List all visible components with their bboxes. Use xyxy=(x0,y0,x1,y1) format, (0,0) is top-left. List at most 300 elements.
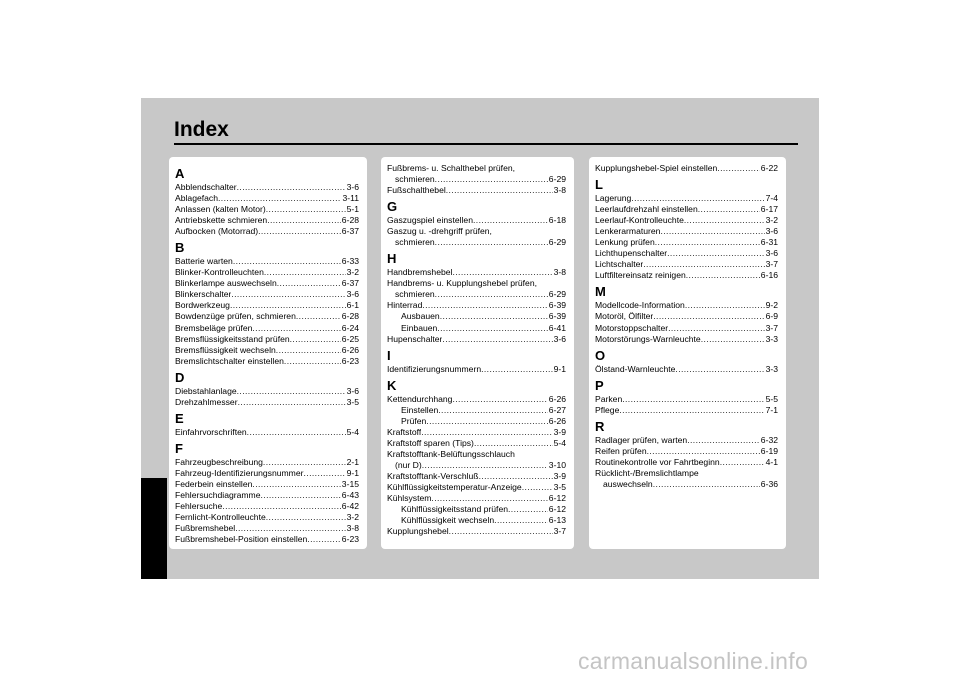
index-entry-label: Leerlaufdrehzahl einstellen xyxy=(595,204,698,215)
page-number: 6-39 xyxy=(548,311,566,322)
dot-leader xyxy=(440,311,548,322)
index-entry-label: Einstellen xyxy=(401,404,439,415)
index-entry-label: Kraftstoff xyxy=(387,426,422,437)
page-number: 6-29 xyxy=(548,237,566,248)
index-entry xyxy=(387,289,566,300)
page-number: 6-36 xyxy=(760,478,778,489)
index-entry xyxy=(387,300,566,311)
index-entry-label: Pflege xyxy=(595,404,620,415)
index-section xyxy=(175,370,359,408)
section-letter: L xyxy=(595,177,603,193)
index-entry xyxy=(175,501,359,512)
index-entry-label: Antriebskette schmieren xyxy=(175,215,268,226)
page-number: 6-19 xyxy=(760,445,778,456)
index-section xyxy=(595,177,778,281)
index-entry-label: Drehzahlmesser xyxy=(175,396,238,407)
index-entry xyxy=(387,405,566,416)
index-entry xyxy=(387,394,566,405)
index-entry xyxy=(175,300,359,311)
index-entry-label: Fehlersuchdiagramme xyxy=(175,489,261,500)
page-number: 6-28 xyxy=(341,215,359,226)
dot-leader xyxy=(296,311,341,322)
dot-leader xyxy=(222,501,341,512)
dot-leader xyxy=(238,397,346,408)
index-entry-continuation: schmieren xyxy=(395,289,435,300)
index-entry-label: Bremslichtschalter einstellen xyxy=(175,355,284,366)
index-section xyxy=(387,251,566,344)
index-entry-label: Kühlflüssigkeit wechseln xyxy=(401,515,495,526)
dot-leader xyxy=(277,278,341,289)
dot-leader xyxy=(452,394,547,405)
dot-leader xyxy=(720,457,765,468)
index-entry-label: Abblendschalter xyxy=(175,182,237,192)
dot-leader xyxy=(431,493,547,504)
dot-leader xyxy=(442,334,552,345)
index-entry-label: Motorstörungs-Warnleuchte xyxy=(595,333,701,344)
page-number: 3-7 xyxy=(765,322,778,333)
index-entry-label: Fußbrems- u. Schalthebel prüfen, xyxy=(387,163,516,173)
dot-leader xyxy=(266,204,346,215)
index-entry xyxy=(595,193,778,204)
dot-leader xyxy=(653,311,764,322)
index-entry xyxy=(387,311,566,322)
index-entry-label: Handbrems- u. Kupplungshebel prüfen, xyxy=(387,278,538,289)
index-entry xyxy=(175,468,359,479)
page-number: 9-1 xyxy=(346,467,359,478)
index-entry-label: Luftfiltereinsatz reinigen xyxy=(595,270,686,281)
dot-leader xyxy=(422,460,548,471)
section-letter: A xyxy=(175,166,185,181)
page-number: 6-41 xyxy=(548,322,566,333)
page-number: 6-29 xyxy=(548,174,566,185)
index-section xyxy=(387,378,566,538)
section-letter: D xyxy=(175,369,185,385)
page-number: 3-15 xyxy=(341,478,359,489)
page-number: 6-13 xyxy=(548,515,566,526)
dot-leader xyxy=(449,526,553,537)
index-section xyxy=(387,163,566,196)
index-section xyxy=(595,378,778,416)
page-number: 6-23 xyxy=(341,355,359,366)
dot-leader xyxy=(426,416,547,427)
index-entry-label: Gaszugspiel einstellen xyxy=(387,215,473,226)
index-entry-label: Fehlersuche xyxy=(175,501,223,512)
watermark: carmanualsonline.info xyxy=(578,648,809,674)
dot-leader xyxy=(660,226,764,237)
index-entry xyxy=(595,248,778,259)
index-entry xyxy=(387,438,566,449)
index-entry-label: Fahrzeugbeschreibung xyxy=(175,456,263,467)
index-entry xyxy=(175,345,359,356)
index-entry xyxy=(387,416,566,427)
dot-leader xyxy=(230,300,346,311)
section-letter: B xyxy=(175,240,185,256)
index-entry-label: Ölstand-Warnleuchte xyxy=(595,363,676,374)
index-entry xyxy=(175,457,359,468)
index-entry xyxy=(595,163,778,174)
dot-leader xyxy=(264,267,346,278)
index-entry-label: Federbein einstellen xyxy=(175,478,253,489)
dot-leader xyxy=(675,364,764,375)
index-entry-label: Gaszug u. -drehgriff prüfen, xyxy=(387,226,492,237)
index-entry-label: Kühlsystem xyxy=(387,493,432,504)
dot-leader xyxy=(266,512,346,523)
index-entry xyxy=(175,386,359,397)
dot-leader xyxy=(421,427,552,438)
index-entry-label: Ablagefach xyxy=(175,193,219,204)
page-number: 3-3 xyxy=(765,363,778,374)
page-number: 9-1 xyxy=(553,363,566,374)
dot-leader xyxy=(276,345,341,356)
index-entry xyxy=(175,204,359,215)
index-entry-label: Lenkung prüfen xyxy=(595,237,655,248)
page-number: 6-18 xyxy=(548,215,566,226)
page-number: 6-27 xyxy=(548,404,566,415)
index-entry xyxy=(595,446,778,457)
page-number: 3-2 xyxy=(765,215,778,226)
dot-leader xyxy=(435,237,548,248)
index-entry xyxy=(387,185,566,196)
dot-leader xyxy=(231,289,345,300)
dot-leader xyxy=(474,438,553,449)
section-letter: E xyxy=(175,410,184,426)
index-entry-label: Identifizierungsnummern xyxy=(387,363,482,374)
index-entry-label: Batterie warten xyxy=(175,256,233,267)
index-entry-label: Kühlflüssigkeitsstand prüfen xyxy=(401,504,509,515)
index-entry-label: Bremsflüssigkeitsstand prüfen xyxy=(175,333,290,344)
index-entry-label: Bremsbeläge prüfen xyxy=(175,322,253,333)
page-number: 9-2 xyxy=(765,300,778,311)
dot-leader xyxy=(685,300,765,311)
page-number: 3-5 xyxy=(346,396,359,407)
page-number: 3-3 xyxy=(765,333,778,344)
index-entry xyxy=(387,334,566,345)
index-entry xyxy=(387,482,566,493)
index-entry xyxy=(595,259,778,270)
page-number: 7-1 xyxy=(765,404,778,415)
dot-leader xyxy=(668,323,764,334)
page-number: 3-7 xyxy=(553,526,566,537)
dot-leader xyxy=(435,174,548,185)
index-entry xyxy=(595,479,778,490)
dot-leader xyxy=(684,215,765,226)
index-entry xyxy=(175,193,359,204)
dot-leader xyxy=(647,446,760,457)
index-section xyxy=(595,284,778,344)
dot-leader xyxy=(307,534,340,545)
section-letter: K xyxy=(387,377,397,393)
dot-leader xyxy=(653,479,760,490)
page-number: 3-8 xyxy=(553,185,566,196)
index-entry xyxy=(595,323,778,334)
dot-leader xyxy=(655,237,760,248)
page-number: 3-6 xyxy=(346,182,359,192)
index-entry xyxy=(175,534,359,545)
dot-leader xyxy=(686,270,760,281)
index-entry xyxy=(595,226,778,237)
dot-leader xyxy=(701,334,765,345)
index-entry xyxy=(387,323,566,334)
dot-leader xyxy=(494,515,548,526)
dot-leader xyxy=(508,504,548,515)
index-entry-label: Ausbauen xyxy=(401,311,440,322)
index-entry-label: Fahrzeug-Identifizierungsnummer xyxy=(175,467,304,478)
dot-leader xyxy=(284,356,341,367)
index-entry xyxy=(595,394,778,405)
index-section xyxy=(387,199,566,248)
index-entry xyxy=(387,215,566,226)
index-entry-label: Aufbocken (Motorrad) xyxy=(175,226,259,237)
page-number: 3-8 xyxy=(346,523,359,534)
index-entry-label: Leerlauf-Kontrolleuchte xyxy=(595,215,684,226)
dot-leader xyxy=(261,490,341,501)
index-entry xyxy=(595,237,778,248)
index-entry-label: Diebstahlanlage xyxy=(175,385,237,396)
index-entry xyxy=(595,270,778,281)
page-number: 6-16 xyxy=(760,270,778,281)
page-number: 6-32 xyxy=(760,434,778,445)
index-entry-label: Lenkerarmaturen xyxy=(595,226,661,237)
index-section xyxy=(595,348,778,375)
page-number: 3-2 xyxy=(346,512,359,523)
index-section xyxy=(175,441,359,545)
index-entry xyxy=(175,479,359,490)
index-entry xyxy=(595,215,778,226)
page-number: 4-1 xyxy=(765,456,778,467)
index-entry-label: Hinterrad xyxy=(387,300,423,311)
index-entry xyxy=(387,364,566,375)
index-entry xyxy=(387,174,566,185)
dot-leader xyxy=(252,323,340,334)
index-entry xyxy=(595,435,778,446)
page-number: 6-31 xyxy=(760,237,778,248)
section-letter: P xyxy=(595,377,604,393)
dot-leader xyxy=(267,215,341,226)
index-entry xyxy=(387,515,566,526)
page-number: 3-10 xyxy=(548,459,566,470)
page-number: 5-4 xyxy=(553,437,566,448)
index-entry-label: Fernlicht-Kontrolleuchte xyxy=(175,512,266,523)
page-number: 3-9 xyxy=(553,426,566,437)
index-entry xyxy=(175,397,359,408)
page-number: 6-1 xyxy=(346,300,359,311)
index-entry-label: Prüfen xyxy=(401,415,427,426)
index-entry-label: Bowdenzüge prüfen, schmieren xyxy=(175,311,296,322)
index-entry-label: Lichtschalter xyxy=(595,259,644,270)
dot-leader xyxy=(622,394,764,405)
index-entry-label: Routinekontrolle vor Fahrtbeginn xyxy=(595,456,720,467)
index-entry-label: Motoröl, Ölfilter xyxy=(595,311,654,322)
index-entry-continuation: auswechseln xyxy=(603,478,653,489)
index-entry-label: Motorstoppschalter xyxy=(595,322,669,333)
page-number: 3-8 xyxy=(553,267,566,278)
index-entry-label: Bordwerkzeug xyxy=(175,300,230,311)
dot-leader xyxy=(237,386,346,397)
page-number: 6-26 xyxy=(341,344,359,355)
index-column-3 xyxy=(589,157,786,549)
index-entry xyxy=(175,215,359,226)
index-entry xyxy=(595,457,778,468)
dot-leader xyxy=(698,204,760,215)
dot-leader xyxy=(237,182,346,193)
page-number: 6-28 xyxy=(341,311,359,322)
dot-leader xyxy=(437,323,547,334)
index-entry-label: Kraftstofftank-Verschluß xyxy=(387,470,479,481)
index-entry xyxy=(387,237,566,248)
index-entry xyxy=(175,278,359,289)
page-number: 6-12 xyxy=(548,493,566,504)
dot-leader xyxy=(631,193,764,204)
index-section xyxy=(175,411,359,438)
index-entry xyxy=(175,226,359,237)
index-entry xyxy=(175,311,359,322)
section-letter: R xyxy=(595,418,605,434)
index-entry-label: Kupplungshebel xyxy=(387,526,449,537)
page-number: 6-24 xyxy=(341,322,359,333)
page-number: 3-6 xyxy=(765,248,778,259)
dot-leader xyxy=(290,334,341,345)
page-number: 6-9 xyxy=(765,311,778,322)
page-number: 6-22 xyxy=(760,163,778,173)
dot-leader xyxy=(438,405,548,416)
page-number: 3-6 xyxy=(765,226,778,237)
index-entry-label: Fußschalthebel xyxy=(387,185,446,196)
index-section xyxy=(595,419,778,490)
index-entry-label: Fußbremshebel xyxy=(175,523,236,534)
index-entry-continuation: schmieren xyxy=(395,174,435,185)
page-number: 3-9 xyxy=(553,470,566,481)
dot-leader xyxy=(258,226,341,237)
dot-leader xyxy=(619,405,764,416)
section-letter: F xyxy=(175,440,183,456)
index-entry-continuation: (nur D) xyxy=(395,459,422,470)
page-number: 6-29 xyxy=(548,289,566,300)
index-entry-label: Einbauen xyxy=(401,322,438,333)
page-number: 6-42 xyxy=(341,501,359,512)
section-letter: H xyxy=(387,251,397,267)
index-entry xyxy=(595,405,778,416)
dot-leader xyxy=(481,364,552,375)
page-number: 2-1 xyxy=(346,456,359,467)
dot-leader xyxy=(263,457,346,468)
index-entry xyxy=(175,490,359,501)
index-entry-label: Einfahrvorschriften xyxy=(175,426,247,437)
dot-leader xyxy=(435,289,548,300)
index-entry xyxy=(387,493,566,504)
index-section xyxy=(175,240,359,366)
index-entry-label: Anlassen (kalten Motor) xyxy=(175,204,266,215)
index-section xyxy=(387,348,566,375)
index-entry-label: Reifen prüfen xyxy=(595,445,647,456)
index-entry-label: Bremsflüssigkeit wechseln xyxy=(175,344,276,355)
index-entry-label: Lagerung xyxy=(595,193,632,204)
index-entry xyxy=(175,334,359,345)
dot-leader xyxy=(233,256,341,267)
index-column-1 xyxy=(169,157,367,549)
index-entry-label: Handbremshebel xyxy=(387,267,453,278)
index-entry-label: Kupplungshebel-Spiel einstellen xyxy=(595,163,718,173)
index-entry xyxy=(387,427,566,438)
index-entry-label: Blinkerlampe auswechseln xyxy=(175,278,277,289)
index-entry xyxy=(387,526,566,537)
page-title: Index xyxy=(174,118,229,141)
page-number: 6-25 xyxy=(341,333,359,344)
dot-leader xyxy=(479,471,553,482)
index-entry xyxy=(175,323,359,334)
page-number: 6-26 xyxy=(548,393,566,404)
page-number: 3-7 xyxy=(765,259,778,270)
index-entry xyxy=(595,311,778,322)
index-entry xyxy=(175,523,359,534)
page-number: 6-37 xyxy=(341,278,359,289)
section-letter: I xyxy=(387,347,391,363)
dot-leader xyxy=(247,427,346,438)
index-entry-label: Blinker-Kontrolleuchten xyxy=(175,267,264,278)
page-number: 6-17 xyxy=(760,204,778,215)
index-section xyxy=(175,166,359,237)
page-number: 5-1 xyxy=(346,204,359,215)
title-rule xyxy=(174,143,798,145)
index-entry xyxy=(387,267,566,278)
index-entry xyxy=(175,256,359,267)
index-entry-label: Radlager prüfen, warten xyxy=(595,434,688,445)
index-entry-label: Parken xyxy=(595,393,623,404)
page-number: 6-23 xyxy=(341,534,359,545)
index-entry-label: Fußbremshebel-Position einstellen xyxy=(175,534,308,545)
page-number: 3-11 xyxy=(342,193,359,204)
index-entry xyxy=(175,512,359,523)
dot-leader xyxy=(667,248,764,259)
page-number: 3-6 xyxy=(553,333,566,344)
page-number: 3-2 xyxy=(346,267,359,278)
page-number: 6-39 xyxy=(548,300,566,311)
dot-leader xyxy=(473,215,548,226)
index-entry-label: Kühlflüssigkeitstemperatur-Anzeige xyxy=(387,482,522,493)
dot-leader xyxy=(687,435,760,446)
page-number: 3-6 xyxy=(346,289,359,300)
index-entry xyxy=(387,471,566,482)
section-letter: M xyxy=(595,284,606,300)
index-entry-label: Hupenschalter xyxy=(387,333,443,344)
index-entry-label: Blinkerschalter xyxy=(175,289,232,300)
index-entry-label: Kraftstoff sparen (Tips) xyxy=(387,437,474,448)
index-entry-label: Modellcode-Information xyxy=(595,300,685,311)
index-entry xyxy=(595,300,778,311)
page-number: 5-4 xyxy=(346,426,359,437)
dot-leader xyxy=(304,468,346,479)
section-letter: G xyxy=(387,199,398,215)
dot-leader xyxy=(252,479,340,490)
index-section xyxy=(595,163,778,174)
dot-leader xyxy=(452,267,552,278)
index-entry-label: Rücklicht-/Bremslichtlampe xyxy=(595,467,699,478)
index-column-2 xyxy=(381,157,574,549)
page-number: 6-43 xyxy=(341,489,359,500)
dot-leader xyxy=(643,259,764,270)
dot-leader xyxy=(446,185,553,196)
page-number: 7-4 xyxy=(765,193,778,204)
dot-leader xyxy=(717,163,759,174)
section-letter: O xyxy=(595,347,606,363)
index-entry xyxy=(387,460,566,471)
index-entry-label: Lichthupenschalter xyxy=(595,248,668,259)
dot-leader xyxy=(522,482,553,493)
page-number: 3-6 xyxy=(346,385,359,396)
index-entry-continuation: schmieren xyxy=(395,237,435,248)
chapter-tab xyxy=(141,478,167,579)
index-entry-label: Kraftstofftank-Belüftungsschlauch xyxy=(387,448,515,459)
page-number: 6-33 xyxy=(341,256,359,267)
